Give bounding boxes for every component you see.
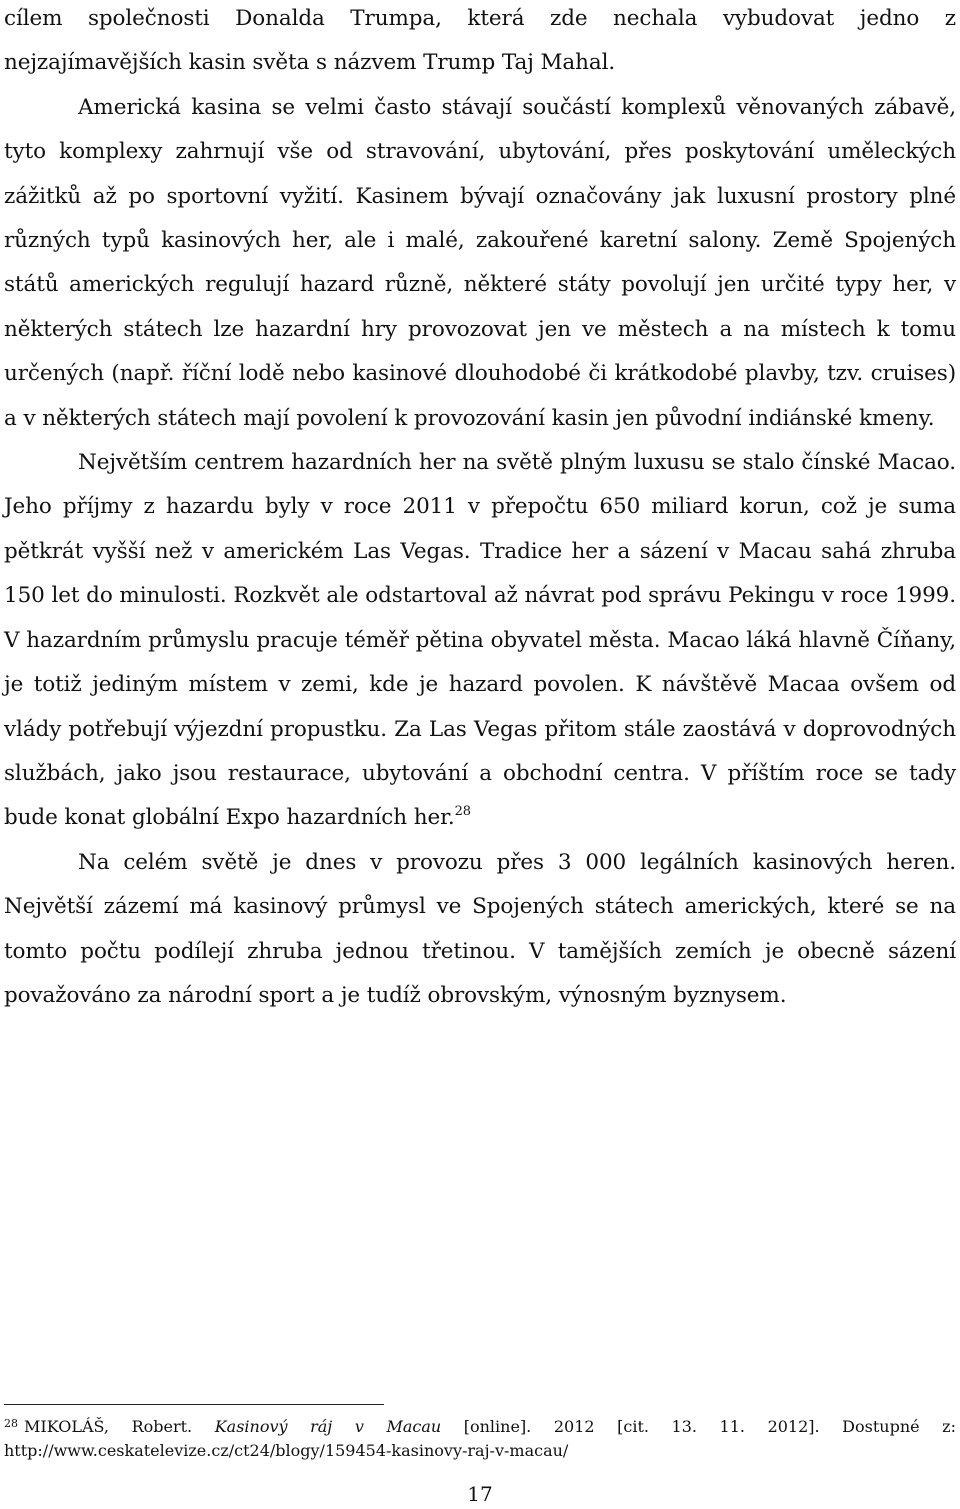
paragraph-world-casinos <box>4 841 956 1019</box>
paragraph-continuation <box>4 0 956 86</box>
paragraph-macao <box>4 441 956 841</box>
footnote-number: 28 <box>4 1417 18 1430</box>
document-page <box>4 0 956 1018</box>
footnote-reference[interactable]: 28 <box>454 804 471 820</box>
footnote-section <box>4 1404 956 1463</box>
footnote-separator <box>4 1404 384 1405</box>
paragraph-american-casinos <box>4 86 956 441</box>
footnote-rest: [online]. 2012 [cit. 13. 11. 2012]. Dostupné z: http://www.ceskatelevize.cz/ct24/blogy/159454-kasinovy-raj-v-macau/ <box>4 1417 956 1460</box>
paragraph-text: Největším centrem hazardních her na světě plným luxusu se stalo čínské Macao. Jeho příjmy z hazardu byly v roce 2011 v přepočtu 650 miliard korun, což je suma pětkrát vyšší než v americkém Las Vegas. Tradice her a sázení v Macau sahá zhruba 150 let do minulosti. Rozkvět ale odstartoval až návrat pod správu Pekingu v roce 1999. V hazardním průmyslu pracuje téměř pětina obyvatel města. Macao láká hlavně Číňany, je totiž jediným místem v zemi, kde je hazard povolen. K návštěvě Macaa ovšem od vlády potřebují výjezdní propustku. Za Las Vegas přitom stále zaostává v doprovodných službách, jako jsou restaurace, ubytování a obchodní centra. V příštím roce se tady bude konat globální Expo hazardních her. <box>4 450 956 831</box>
footnote-author: MIKOLÁŠ, Robert. <box>24 1417 193 1436</box>
paragraph-text: cílem společnosti Donalda Trumpa, která zde nechala vybudovat jedno z nejzajímavějších kasin světa s názvem Trump Taj Mahal. <box>4 6 956 76</box>
footnote-28 <box>4 1415 956 1463</box>
paragraph-text: Na celém světě je dnes v provozu přes 3 000 legálních kasinových heren. Největší zázemí má kasinový průmysl ve Spojených státech amerických, které se na tomto počtu podílejí zhruba jednou třetinou. V tamějších zemích je obecně sázení považováno za národní sport a je tudíž obrovským, výnosným byznysem. <box>4 849 956 1008</box>
page-number: 17 <box>467 1482 493 1506</box>
footnote-title: Kasinový ráj v Macau <box>214 1417 442 1436</box>
paragraph-text: Americká kasina se velmi často stávají součástí komplexů věnovaných zábavě, tyto komplexy zahrnují vše od stravování, ubytování, přes poskytování uměleckých zážitků až po sportovní vyžití. Kasinem bývají označovány jak luxusní prostory plné různých typů kasinových her, ale i malé, zakouřené karetní salony. Země Spojených států amerických regulují hazard různě, některé státy povolují jen určité typy her, v některých státech lze hazardní hry provozovat jen ve městech a na místech k tomu určených (např. říční lodě nebo kasinové dlouhodobé či krátkodobé plavby, tzv. cruises) a v některých státech mají povolení k provozování kasin jen původní indiánské kmeny. <box>4 94 956 431</box>
